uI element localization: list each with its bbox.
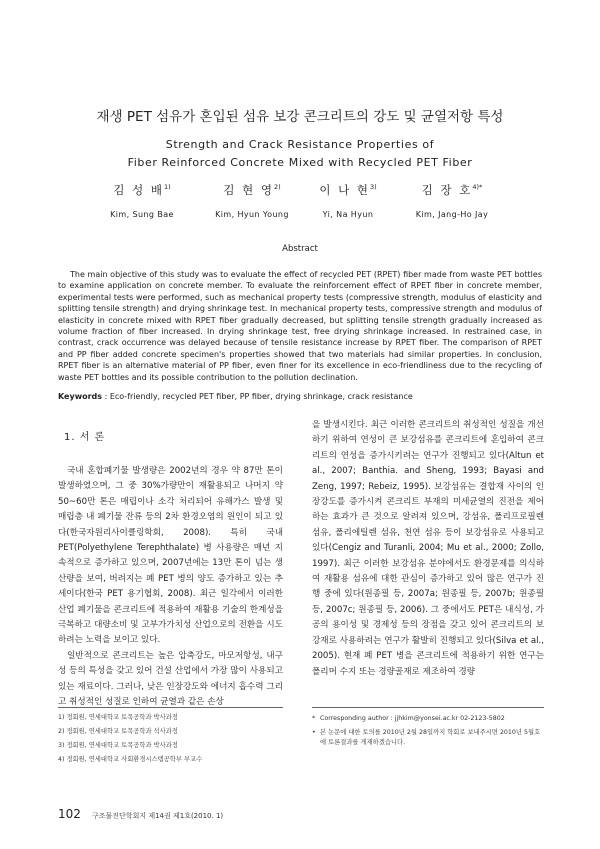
author-name-ko: 김 현 영 [223, 183, 274, 197]
author-4 [382, 182, 522, 219]
keywords [58, 392, 542, 401]
footnote-affiliation: 2) 정회원, 연세대학교 토목공학과 석사과정 [58, 728, 178, 735]
author-affiliation-mark: 3) [369, 183, 377, 192]
footnote-affiliation: 3) 정회원, 연세대학교 토목공학과 박사과정 [58, 742, 178, 749]
keywords-text: : Eco-friendly, recycled PET fiber, PP fiber, drying shrinkage, crack resistance [102, 392, 413, 401]
title-english-line-2: Fiber Reinforced Concrete Mixed with Recycled PET Fiber [127, 156, 473, 169]
left-column [58, 464, 283, 711]
author-name-en: Kim, Sung Bae [110, 210, 174, 219]
journal-citation: 구조물진단학회지 제14권 제1호(2010. 1) [92, 812, 224, 820]
footnotes-right [312, 714, 544, 749]
page-number: 102 [58, 807, 81, 821]
author-name-ko: 김 성 배 [113, 183, 164, 197]
footnote-corresponding-author [312, 714, 544, 725]
body-paragraph: 을 발생시킨다. 최근 이러한 콘크리트의 취성적인 성질을 개선하기 위하여 연성이 큰 보강섬유를 콘크리트에 혼입하여 콘크리트의 연성을 증가시키려는 연구가 진행되고 있다(Altun et al., 2007; Banthia. and Sheng, 1993; Bayasi and Zeng, 1997; Rebeiz, 1995). 보강섬유는 결합재 사이의 인장강도를 증가시켜 콘크리트 부재의 미세균열의 진전을 제어하는 효과가 큰 것으로 알려져 있으며, 강섬유, 폴리프로필렌 섬유, 폴리에틸렌 섬유, 천연 섬유 등이 보강섬유로 사용되고 있다(Cengiz and Turanli, 2004; Mu et al., 2000; Zollo, 1997). 최근 이러한 보강섬유 분야에서도 환경문제를 의식하여 재활용 섬유에 대한 관심이 증가하고 있어 많은 연구가 진행 중에 있다(원종필 등, 2007a; 원종필 등, 2007b; 원종필 등, 2007c; 원종필 등, 2006). 그 중에서도 PET은 내식성, 가공의 용이성 및 경제성 등의 장점을 갖고 있어 콘크리트의 보강재로 사용하려는 연구가 활발히 진행되고 있다(Silva et al., 2005). 현재 폐 PET 병을 콘크리트에 적용하기 위한 연구는 폴리머 수지 또는 경량골재로 제조하여 경량 [312, 420, 544, 677]
footnote-discussion-note [312, 728, 544, 749]
footnote-text: 본 논문에 대한 토의를 2010년 2월 28일까지 학회로 보내주시면 2010년 5월호에 토론결과를 게재하겠습니다. [320, 728, 541, 746]
author-name-en: Yi, Na Hyun [322, 210, 374, 219]
footnotes-left [58, 711, 283, 767]
paper-title-english [0, 136, 600, 172]
author-name-en: Kim, Jang-Ho Jay [415, 210, 489, 219]
abstract-heading: Abstract [282, 244, 318, 254]
author-name-en: Kim, Hyun Young [215, 210, 289, 219]
footnote-affiliation: 4) 정회원, 연세대학교 사회환경시스템공학부 부교수 [58, 756, 203, 763]
author-name-ko: 김 장 호 [421, 183, 473, 197]
keywords-label: Keywords [58, 392, 103, 401]
author-affiliation-mark: 1) [163, 183, 171, 192]
author-affiliation-mark: 4)* [472, 183, 483, 192]
body-paragraph: 일반적으로 콘크리트는 높은 압축강도, 마모저항성, 내구성 등의 특성을 갖고 있어 건설 산업에서 가장 많이 사용되고 있는 재료이다. 그러나, 낮은 인장강도와 에너지 흡수력 그리고 취성적인 성질로 인하여 균열과 같은 손상 [58, 650, 283, 708]
author-affiliation-mark: 2) [273, 183, 281, 192]
abstract-text: The main objective of this study was to evaluate the effect of recycled PET (RPET) fiber made from waste PET bottles to examine application on concrete member. To evaluate the reinforcement effect of RPET fiber in concrete member, experimental tests were performed, such as mechanical property tests (compressive strength, modulus of elasticity and splitting tensile strength) and drying shrinkage test. In mechanical property tests, compressive strength and modulus of elasticity in concrete mixed with RPET fiber gradually decreased, but splitting tensile strength gradually increased as volume fraction of fiber increased. In drying shrinkage test, free drying shrinkage increased. In restrained case, in contrast, crack occurrence was delayed because of tensile resistance increase by RPET fiber. The comparison of RPET and PP fiber added concrete specimen's properties showed that two materials had similar properties. In conclusion, RPET fiber is an alternative material of PP fiber, even finer for its excellence in eco-friendliness due to the recycling of waste PET bottles and its possible contribution to the pollution declination. [58, 270, 542, 382]
abstract-body [58, 269, 542, 383]
footnote-mark: * [312, 715, 316, 722]
section-heading: 1. 서 론 [64, 432, 106, 443]
title-english-line-1: Strength and Crack Resistance Properties of [165, 138, 435, 151]
footnote-affiliation: 1) 정회원, 연세대학교 토목공학과 박사과정 [58, 714, 178, 721]
right-column [312, 418, 544, 680]
footnote-mark: • [312, 728, 316, 736]
footnote-text: Corresponding author : jjhkim@yonsei.ac.kr 02-2123-5802 [320, 715, 505, 722]
footnote-divider-left [58, 707, 283, 708]
footnote-divider-right [312, 707, 544, 708]
author-name-ko: 이 나 현 [319, 183, 370, 197]
body-paragraph: 국내 혼합폐기물 발생량은 2002년의 경우 약 87만 톤이 발생하였으며, 그 중 30%가량만이 재활용되고 나머지 약 50~60만 톤은 매립이나 소각 처리되어 유해가스 발생 및 매립층 내 폐기물 잔류 등의 2차 환경오염의 원인이 되고 있다(한국자원리사이클링학회, 2008). 특히 국내 PET(Polyethylene Terephthalate) 병 사용량은 매년 지속적으로 증가하고 있으며, 2007년에는 13만 톤이 넘는 생산량을 보여, 버려지는 폐 PET 병의 양도 증가하고 있는 추세이다(한국 PET 용기협회, 2008). 최근 일각에서 이러한 산업 폐기물을 콘크리트에 적용하여 재활용 기술의 한계성을 극복하고 대량소비 및 고부가가치성 산업으로의 전환을 시도하려는 노력을 보이고 있다. [58, 466, 283, 646]
paper-title-korean: 재생 PET 섬유가 혼입된 섬유 보강 콘크리트의 강도 및 균열저항 특성 [96, 109, 504, 125]
